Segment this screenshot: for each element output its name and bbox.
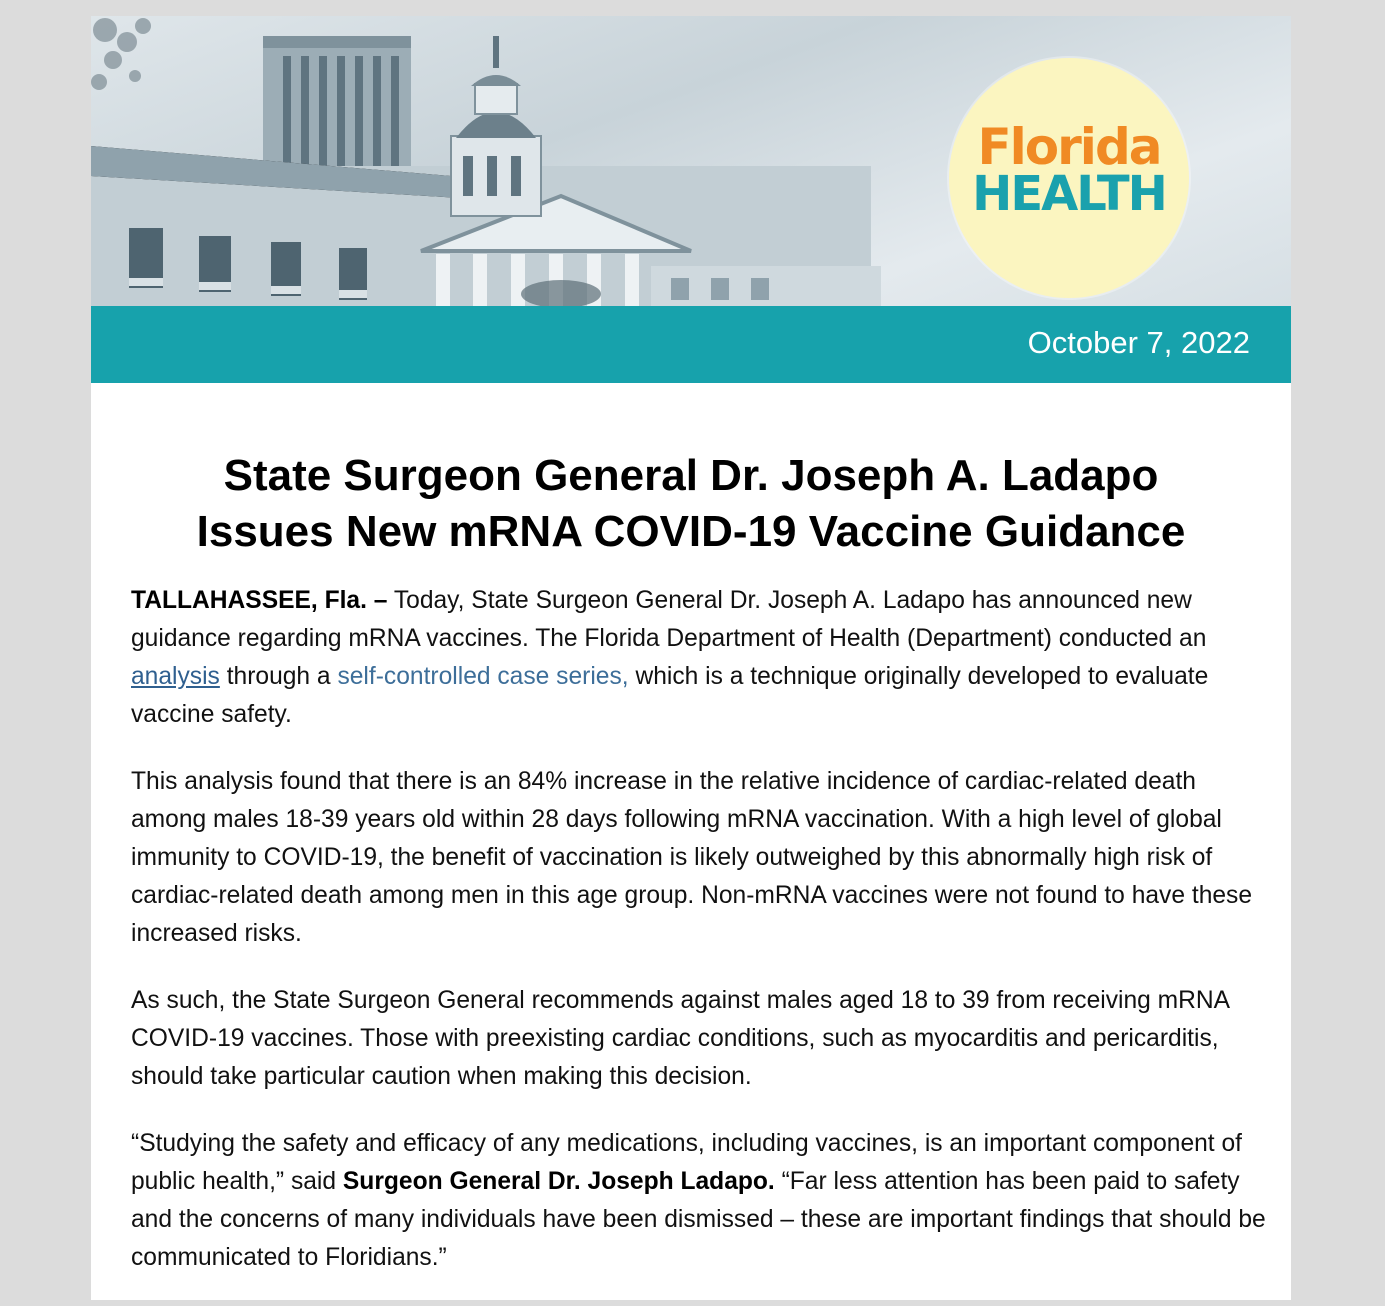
newsletter-card [91, 16, 1291, 1300]
paragraph-3: As such, the State Surgeon General recommends against males aged 18 to 39 from receiving mRNA COVID-19 vaccines. Those with preexisting cardiac conditions, such as myocarditis and pericarditis, should take particular caution when making this decision. [131, 987, 1229, 1090]
florida-health-logo [949, 58, 1189, 298]
title-line-2: Issues New mRNA COVID-19 Vaccine Guidance [196, 507, 1186, 556]
header-banner [91, 16, 1291, 306]
title-line-1: State Surgeon General Dr. Joseph A. Ladapo [223, 451, 1159, 500]
paragraph-1-text-c: which is a technique originally developed to evaluate vaccine safety. [131, 663, 1209, 728]
paragraph-1 [131, 582, 1271, 734]
dateline: TALLAHASSEE, Fla. – [131, 587, 388, 614]
logo-text-florida: Florida [977, 118, 1161, 176]
quote-text-a: “Studying the safety and efficacy of any medications, including vaccines, is an important component of public health,” said [131, 1130, 1242, 1195]
publication-date: October 7, 2022 [1027, 325, 1250, 360]
paragraph-2: This analysis found that there is an 84% increase in the relative incidence of cardiac-related death among males 18-39 years old within 28 days following mRNA vaccination. With a high level of global immunity to COVID-19, the benefit of vaccination is likely outweighed by this abnormally high risk of cardiac-related death among men in this age group. Non-mRNA vaccines were not found to have these increased risks. [131, 768, 1253, 947]
self-controlled-case-series-link[interactable]: self-controlled case series, [337, 663, 629, 690]
page-title [91, 448, 1291, 560]
logo-text-health: HEALTH [972, 166, 1166, 222]
analysis-link[interactable]: analysis [131, 663, 220, 690]
date-bar [91, 306, 1291, 383]
paragraph-1-text-b: through a [219, 663, 338, 690]
speaker-name: Surgeon General Dr. Joseph Ladapo. [342, 1168, 775, 1195]
paragraph-1-text-a: Today, State Surgeon General Dr. Joseph A. Ladapo has announced new guidance regarding mRNA vaccines. The Florida Department of Health (Department) conducted an [131, 587, 1207, 652]
paragraph-4 [131, 1125, 1271, 1277]
article-body [131, 582, 1271, 1306]
quote-text-b: “Far less attention has been paid to safety and the concerns of many individuals have been dismissed – these are important findings that should be communicated to Floridians.” [131, 1168, 1266, 1271]
